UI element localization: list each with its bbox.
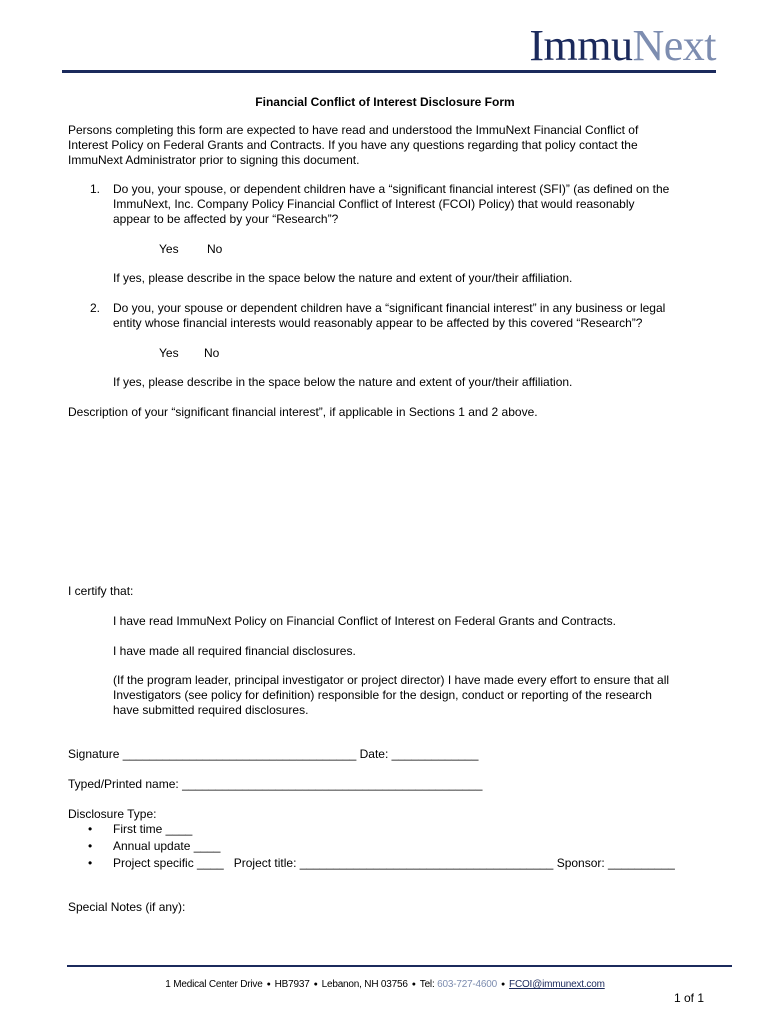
question-1-followup: If yes, please describe in the space below the nature and extent of your/their affiliation.	[113, 271, 573, 285]
header-divider	[62, 70, 716, 73]
certify-item-3-line-3: have submitted required disclosures.	[113, 703, 309, 717]
logo-part-immu: Immu	[529, 21, 633, 70]
footer-tel-label: Tel:	[419, 979, 435, 990]
certify-item-2: I have made all required financial disclosures.	[113, 644, 356, 658]
disclosure-type-heading: Disclosure Type:	[68, 807, 157, 821]
footer-address: 1 Medical Center Drive	[165, 979, 263, 990]
footer-email-link[interactable]: FCOI@immunext.com	[509, 979, 605, 990]
special-notes-label: Special Notes (if any):	[68, 900, 186, 914]
disclosure-annual-update[interactable]: Annual update ____	[113, 839, 221, 853]
intro-line-1: Persons completing this form are expected to have read and understood the ImmuNext Financial Conflict of	[68, 123, 639, 137]
disclosure-first-time[interactable]: First time ____	[113, 822, 193, 836]
footer-city: Lebanon, NH 03756	[321, 979, 408, 990]
bullet-icon: •	[88, 839, 93, 853]
disclosure-project-specific[interactable]: Project specific ____ Project title: ______________________________________ Sponsor: __________	[113, 856, 675, 870]
intro-line-2: Interest Policy on Federal Grants and Contracts. If you have any questions regarding that policy contact the	[68, 138, 638, 152]
signature-date-field[interactable]: Signature ___________________________________ Date: _____________	[68, 747, 479, 761]
question-2-number: 2.	[90, 301, 101, 315]
question-1-line-2: ImmuNext, Inc. Company Policy Financial Conflict of Interest (FCOI) Policy) that would reasonably	[113, 197, 635, 211]
page-number: 1 of 1	[673, 991, 704, 1005]
question-1-no-option[interactable]: No	[207, 242, 223, 256]
question-2-no-option[interactable]: No	[204, 346, 220, 360]
intro-line-3: ImmuNext Administrator prior to signing this document.	[68, 153, 360, 167]
certify-item-3-line-2: Investigators (see policy for definition) responsible for the design, conduct or reporting of the research	[113, 688, 652, 702]
bullet-icon: •	[88, 856, 93, 870]
description-label: Description of your “significant financial interest”, if applicable in Sections 1 and 2 above.	[68, 405, 538, 419]
typed-name-field[interactable]: Typed/Printed name: _____________________________________________	[68, 777, 483, 791]
logo-part-next: Next	[632, 21, 716, 70]
bullet-icon: •	[88, 822, 93, 836]
description-area[interactable]	[68, 425, 708, 575]
separator-dot-icon: ●	[501, 980, 506, 988]
question-1-yes-option[interactable]: Yes	[159, 242, 179, 256]
separator-dot-icon: ●	[266, 980, 271, 988]
question-2-line-1: Do you, your spouse or dependent children have a “significant financial interest” in any business or legal	[113, 301, 666, 315]
question-2-followup: If yes, please describe in the space below the nature and extent of your/their affiliation.	[113, 375, 573, 389]
footer-divider	[67, 965, 732, 967]
question-1-line-1: Do you, your spouse, or dependent children have a “significant financial interest (SFI)” (as defined on the	[113, 182, 670, 196]
question-2-line-2: entity whose financial interests would reasonably appear to be affected by this covered “Research”?	[113, 316, 643, 330]
question-1-number: 1.	[90, 182, 101, 196]
footer-tel: 603-727-4600	[437, 979, 498, 990]
certify-item-3-line-1: (If the program leader, principal investigator or project director) I have made every effort to ensure that all	[113, 673, 670, 687]
question-1-line-3: appear to be affected by your “Research”?	[113, 212, 339, 226]
immunext-logo	[529, 22, 716, 70]
question-2-yes-option[interactable]: Yes	[159, 346, 179, 360]
certify-item-1: I have read ImmuNext Policy on Financial Conflict of Interest on Federal Grants and Contracts.	[113, 614, 616, 628]
footer-building: HB7937	[274, 979, 310, 990]
footer-contact	[0, 979, 770, 990]
certify-heading: I certify that:	[68, 584, 134, 598]
separator-dot-icon: ●	[411, 980, 416, 988]
form-title: Financial Conflict of Interest Disclosure Form	[255, 95, 515, 109]
separator-dot-icon: ●	[313, 980, 318, 988]
